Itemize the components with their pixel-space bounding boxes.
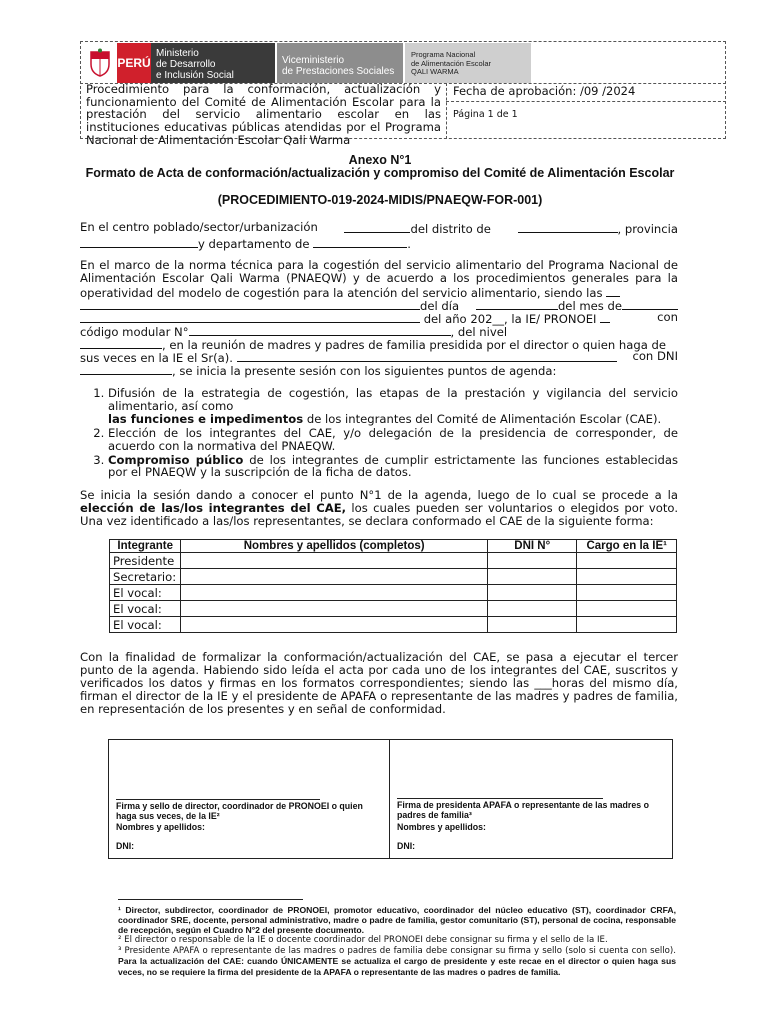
blank-field[interactable]	[80, 363, 172, 375]
dni-label: DNI:	[397, 841, 416, 851]
names-label: Nombres y apellidos:	[397, 822, 486, 832]
footnote-2: ² El director o responsable de la IE o docente coordinador del PRONOEI debe consignar su firma y el sello de la IE.	[118, 935, 608, 945]
blank-field[interactable]	[313, 236, 407, 248]
blank-field[interactable]	[80, 298, 420, 310]
ministry-line: de Desarrollo	[156, 59, 216, 70]
form-code: (PROCEDIMIENTO-019-2024-MIDIS/PNAEQW-FOR-001)	[217, 193, 543, 207]
program-line: Programa Nacional	[411, 50, 476, 59]
blank-field[interactable]	[80, 337, 162, 349]
intro-text: En el centro poblado/sector/urbanización	[80, 220, 318, 234]
session-bold: elección de las/los integrantes del CAE,	[80, 500, 347, 515]
signature-desc: de presidenta APAFA o representante de las madres o padres de familia³	[397, 800, 649, 820]
body-text: , en la reunión de madres y padres de familia presidida por el director o quien haga de	[162, 338, 666, 352]
footnote-1: ¹ Director, subdirector, coordinador de PRONOEI, promotor educativo, coordinador del núcleo educativo (ST), coordinador CRFA, coordinador SRE, docente, personal administrativo, madre o padre de familia, gestor comunitario (ST), personal de cocina, responsable de recepción, según el Cuadro N°2 del presente documento.	[118, 905, 676, 935]
blank-field[interactable]	[80, 236, 198, 248]
footnotes	[118, 905, 676, 978]
signature-box-apafa[interactable]	[389, 739, 673, 859]
name-cell[interactable]	[181, 617, 488, 633]
table-row	[110, 553, 677, 569]
footnote-3	[118, 945, 676, 978]
position-cell[interactable]	[577, 617, 677, 633]
ministry-line: e Inclusión Social	[156, 70, 234, 81]
program-line: de Alimentación Escolar	[411, 58, 492, 68]
names-label: Nombres y apellidos:	[116, 822, 205, 832]
dni-label: DNI:	[116, 841, 135, 851]
form-title: Formato de Acta de conformación/actualización y compromiso del Comité de Alimentación Escolar	[85, 166, 675, 180]
footnote-3-note: Para la actualización del CAE: cuando ÚNICAMENTE se actualiza el cargo de presidente y este recae en el director o quien haga sus veces, no se requiere la firma del presidente de la APAFA o representante de las madres o padres de familia.	[118, 956, 676, 977]
member-role: El vocal:	[110, 601, 181, 617]
name-cell[interactable]	[181, 569, 488, 585]
column-header: Integrante	[110, 540, 181, 553]
agenda-bold: Compromiso público	[108, 452, 244, 467]
position-cell[interactable]	[577, 601, 677, 617]
agenda-text: Elección de los integrantes del CAE, y/o delegación de la presidencia de corresponder, de acuerdo con la normativa del PNAEQW.	[108, 425, 678, 453]
ministry-line: Ministerio	[156, 48, 199, 59]
body-text: del año 202__, la IE/ PRONOEI	[423, 312, 597, 326]
body-text: , del nivel	[450, 325, 508, 339]
blank-field[interactable]	[622, 298, 678, 310]
signature-line	[397, 798, 603, 799]
procedure-title: Procedimiento para la conformación, actualización y funcionamiento del Comité de Alimentación Escolar para la prestación del servicio alimentario escolar en las instituciones educativas públicas atendidas por el Programa Nacional de Alimentación Escolar Qali Warma	[86, 82, 441, 147]
member-role: El vocal:	[110, 585, 181, 601]
intro-paragraph	[80, 221, 678, 251]
agenda-item	[108, 454, 678, 480]
blank-field[interactable]	[237, 350, 617, 362]
position-cell[interactable]	[577, 585, 677, 601]
agenda-item	[108, 387, 678, 426]
blank-field[interactable]	[80, 311, 420, 323]
table-header-row	[110, 540, 677, 553]
name-cell[interactable]	[181, 553, 488, 569]
column-header: Cargo en la IE¹	[577, 540, 677, 553]
body-text: con	[657, 310, 678, 324]
peru-badge: PERÚ	[117, 43, 151, 83]
dni-cell[interactable]	[487, 601, 576, 617]
annex-title: Anexo N°1	[348, 153, 412, 167]
table-row	[110, 617, 677, 633]
position-cell[interactable]	[577, 569, 677, 585]
body-paragraph	[80, 259, 678, 300]
body-text: del día	[420, 299, 460, 313]
session-paragraph	[80, 489, 678, 528]
body-text: código modular N°	[80, 325, 189, 339]
intro-text: del distrito de	[410, 222, 491, 236]
blank-field[interactable]	[344, 221, 410, 233]
viceministry-line: Viceministerio	[282, 55, 345, 66]
footnote-divider	[118, 899, 303, 900]
member-role: El vocal:	[110, 617, 181, 633]
closing-paragraph: Con la finalidad de formalizar la conformación/actualización del CAE, se pasa a ejecutar el tercer punto de la agenda. Habiendo sido leída el acta por cada uno de los integrantes del CAE, suscritos y verificados los datos y firmas en los formatos correspondientes; siendo las ___horas del mismo día, firman el director de la IE y el presidente de APAFA o representante de las madres y padres de familia, en representación de los presentes y en señal de conformidad.	[80, 650, 678, 716]
dni-cell[interactable]	[487, 569, 576, 585]
signature-label: Firma	[397, 800, 421, 810]
agenda-text: Difusión de la estrategia de cogestión, las etapas de la prestación y vigilancia del servicio alimentario, así como	[108, 386, 678, 413]
blank-field[interactable]	[476, 298, 558, 310]
table-row	[110, 601, 677, 617]
agenda-text: de los integrantes del Comité de Alimentación Escolar (CAE).	[306, 411, 662, 426]
column-header: DNI N°	[487, 540, 576, 553]
program-line: QALI WARMA	[411, 67, 459, 76]
cae-members-table	[109, 539, 677, 633]
blank-field[interactable]	[600, 311, 610, 323]
member-role: Presidente	[110, 553, 181, 569]
agenda-list	[80, 387, 678, 480]
agenda-text: de los integrantes de cumplir estrictamente las funciones establecidas por el PNAEQW y la suscripción de la ficha de datos.	[108, 452, 678, 480]
intro-text: .	[407, 236, 411, 251]
member-role: Secretario:	[110, 569, 181, 585]
blank-field[interactable]	[189, 324, 451, 336]
intro-text: y departamento de	[198, 236, 310, 251]
logo-bar	[83, 43, 531, 83]
name-cell[interactable]	[181, 585, 488, 601]
dni-cell[interactable]	[487, 617, 576, 633]
body-text: , se inicia la presente sesión con los siguientes puntos de agenda:	[172, 364, 557, 378]
viceministry-name	[277, 43, 403, 83]
dni-cell[interactable]	[487, 585, 576, 601]
session-text: los cuales pueden ser voluntarios o elegidos por voto. Una vez identificado a las/los representantes, se declara conformado el CAE de la siguiente forma:	[80, 500, 679, 528]
signature-label: Firma	[116, 801, 140, 811]
position-cell[interactable]	[577, 553, 677, 569]
intro-text: , provincia	[617, 222, 678, 236]
session-text: Se inicia la sesión dando a conocer el punto N°1 de la agenda, luego de lo cual se procede a la	[80, 488, 678, 502]
header-divider	[446, 101, 726, 102]
signature-desc: y sello de director, coordinador de PRONOEI o quien haga sus veces, de la IE²	[116, 801, 363, 821]
column-header: Nombres y apellidos (completos)	[181, 540, 488, 553]
coat-of-arms-icon	[83, 43, 117, 83]
viceministry-line: de Prestaciones Sociales	[282, 66, 395, 77]
agenda-item	[108, 427, 678, 453]
approval-date: Fecha de aprobación: /09 /2024	[453, 84, 636, 98]
footnote-3-text: ³ Presidente APAFA o representante de las madres o padres de familia debe consignar su firma y sello (solo si cuenta con sello).	[118, 946, 676, 956]
body-text: En el marco de la norma técnica para la cogestión del servicio alimentario del Programa Nacional de Alimentación Escolar Qali Warma (PNAEQW) y de acuerdo a los procedimientos generales para la operatividad del modelo de cogestión para la atención del servicio alimentario, siendo las	[80, 258, 678, 300]
signature-caption	[116, 801, 378, 821]
agenda-bold: las funciones e impedimentos	[108, 411, 304, 426]
blank-field[interactable]	[518, 221, 618, 233]
program-name	[405, 43, 531, 83]
table-row	[110, 585, 677, 601]
header-divider	[446, 83, 447, 139]
name-cell[interactable]	[181, 601, 488, 617]
signature-line	[116, 799, 320, 800]
table-row	[110, 569, 677, 585]
blank-field[interactable]	[606, 285, 620, 297]
page-number: Página 1 de 1	[453, 109, 518, 120]
signature-box-director[interactable]	[108, 739, 390, 859]
body-line	[80, 363, 678, 378]
body-text: con DNI	[632, 349, 678, 363]
signature-caption	[397, 800, 663, 820]
ministry-name	[151, 43, 275, 83]
dni-cell[interactable]	[487, 553, 576, 569]
body-text: sus veces en la IE el Sr(a).	[80, 351, 233, 365]
body-text: del mes de	[557, 299, 622, 313]
